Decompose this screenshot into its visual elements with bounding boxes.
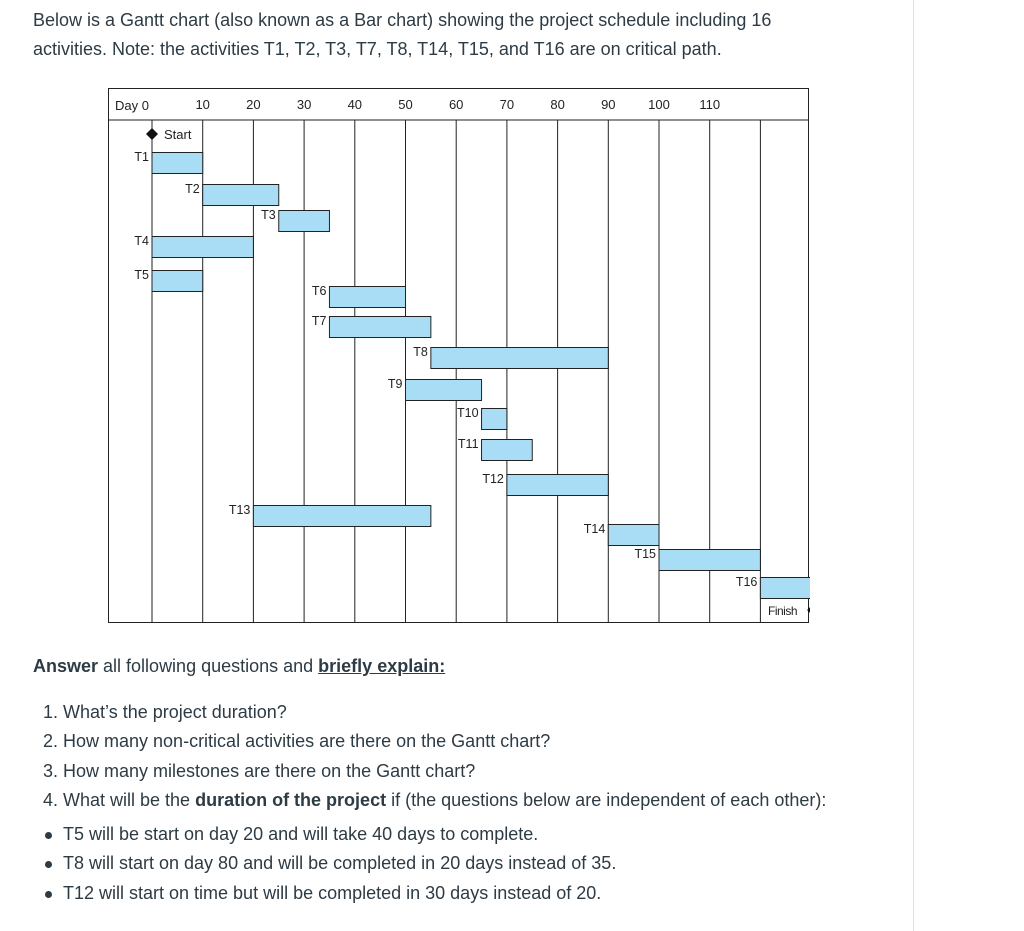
scenario-item <box>43 849 616 878</box>
task-bar-t7 <box>329 317 430 338</box>
bullet-icon <box>45 891 52 898</box>
question-4-before: 4. What will be the <box>43 789 196 810</box>
task-bar-t9 <box>406 380 482 401</box>
x-tick-label: 50 <box>398 97 413 112</box>
task-bar-t10 <box>482 409 507 430</box>
x-tick-label: 80 <box>550 97 565 112</box>
question-4-bold: duration of the project <box>195 789 387 810</box>
bullet-icon <box>45 861 52 868</box>
x-tick-label: 100 <box>648 97 670 112</box>
x-tick-label: 110 <box>699 97 721 112</box>
task-bar-t3 <box>279 211 330 232</box>
finish-milestone-label: Finish <box>768 604 798 618</box>
bullet-icon <box>45 832 52 839</box>
task-bar-t16 <box>760 578 810 599</box>
content-border <box>913 0 914 931</box>
scenario-list <box>43 820 616 908</box>
task-label-t7: T7 <box>311 314 327 328</box>
question-4-after: if (the questions below are independent of each other): <box>386 789 827 810</box>
task-bar-t12 <box>507 475 608 496</box>
answer-underlined: briefly explain: <box>318 656 446 676</box>
question-list <box>43 698 826 815</box>
task-label-t12: T12 <box>482 472 504 486</box>
scenario-item <box>43 820 616 849</box>
scenario-item <box>43 879 616 908</box>
answer-prefix: Answer <box>33 656 99 676</box>
intro-line-2: activities. Note: the activities T1, T2, T3, T7, T8, T14, T15, and T16 are on critical path. <box>33 39 722 59</box>
task-bar-t13 <box>253 506 430 527</box>
x-start-label: Day 0 <box>115 98 149 113</box>
task-label-t3: T3 <box>261 208 276 222</box>
task-label-t9: T9 <box>387 377 403 391</box>
x-tick-label: 10 <box>195 97 210 112</box>
task-bar-t6 <box>329 287 405 308</box>
task-label-t16: T16 <box>735 575 758 589</box>
task-bar-t14 <box>608 525 659 546</box>
task-label-t10: T10 <box>457 406 479 420</box>
task-bar-t1 <box>152 153 203 174</box>
answer-instruction <box>33 654 445 678</box>
scenario-text: T12 will start on time but will be completed in 30 days instead of 20. <box>63 882 602 903</box>
task-label-t11: T11 <box>457 437 479 451</box>
x-tick-label: 20 <box>246 97 261 112</box>
x-tick-label: 40 <box>347 97 363 112</box>
start-milestone-label: Start <box>164 127 192 142</box>
scenario-text: T8 will start on day 80 and will be completed in 20 days instead of 35. <box>63 853 617 874</box>
intro-paragraph <box>33 6 893 64</box>
task-bar-t4 <box>152 237 253 258</box>
task-label-t8: T8 <box>413 345 428 359</box>
x-tick-label: 60 <box>448 97 464 112</box>
task-bar-t15 <box>659 550 760 571</box>
task-bar-t8 <box>431 348 608 369</box>
task-bar-t2 <box>203 185 279 206</box>
question-4 <box>43 786 826 815</box>
task-bar-t5 <box>152 271 203 292</box>
answer-middle: all following questions and <box>98 656 319 676</box>
task-label-t4: T4 <box>134 234 149 248</box>
x-tick-label: 70 <box>499 97 515 112</box>
task-label-t14: T14 <box>583 522 606 536</box>
task-bar-t11 <box>482 440 533 461</box>
intro-line-1: Below is a Gantt chart (also known as a Bar chart) showing the project schedule including 16 <box>33 10 772 30</box>
gantt-chart <box>108 88 810 624</box>
task-label-t5: T5 <box>134 268 149 282</box>
x-tick-label: 30 <box>296 97 312 112</box>
x-tick-label: 90 <box>601 97 616 112</box>
task-label-t6: T6 <box>311 284 327 298</box>
question-3: 3. How many milestones are there on the Gantt chart? <box>43 760 476 781</box>
question-1: 1. What’s the project duration? <box>43 702 287 722</box>
task-label-t13: T13 <box>228 503 251 517</box>
scenario-text: T5 will be start on day 20 and will take 40 days to complete. <box>63 824 539 844</box>
question-2: 2. How many non-critical activities are there on the Gantt chart? <box>43 731 551 752</box>
task-label-t1: T1 <box>134 150 149 164</box>
task-label-t2: T2 <box>185 182 200 196</box>
task-label-t15: T15 <box>634 547 656 561</box>
